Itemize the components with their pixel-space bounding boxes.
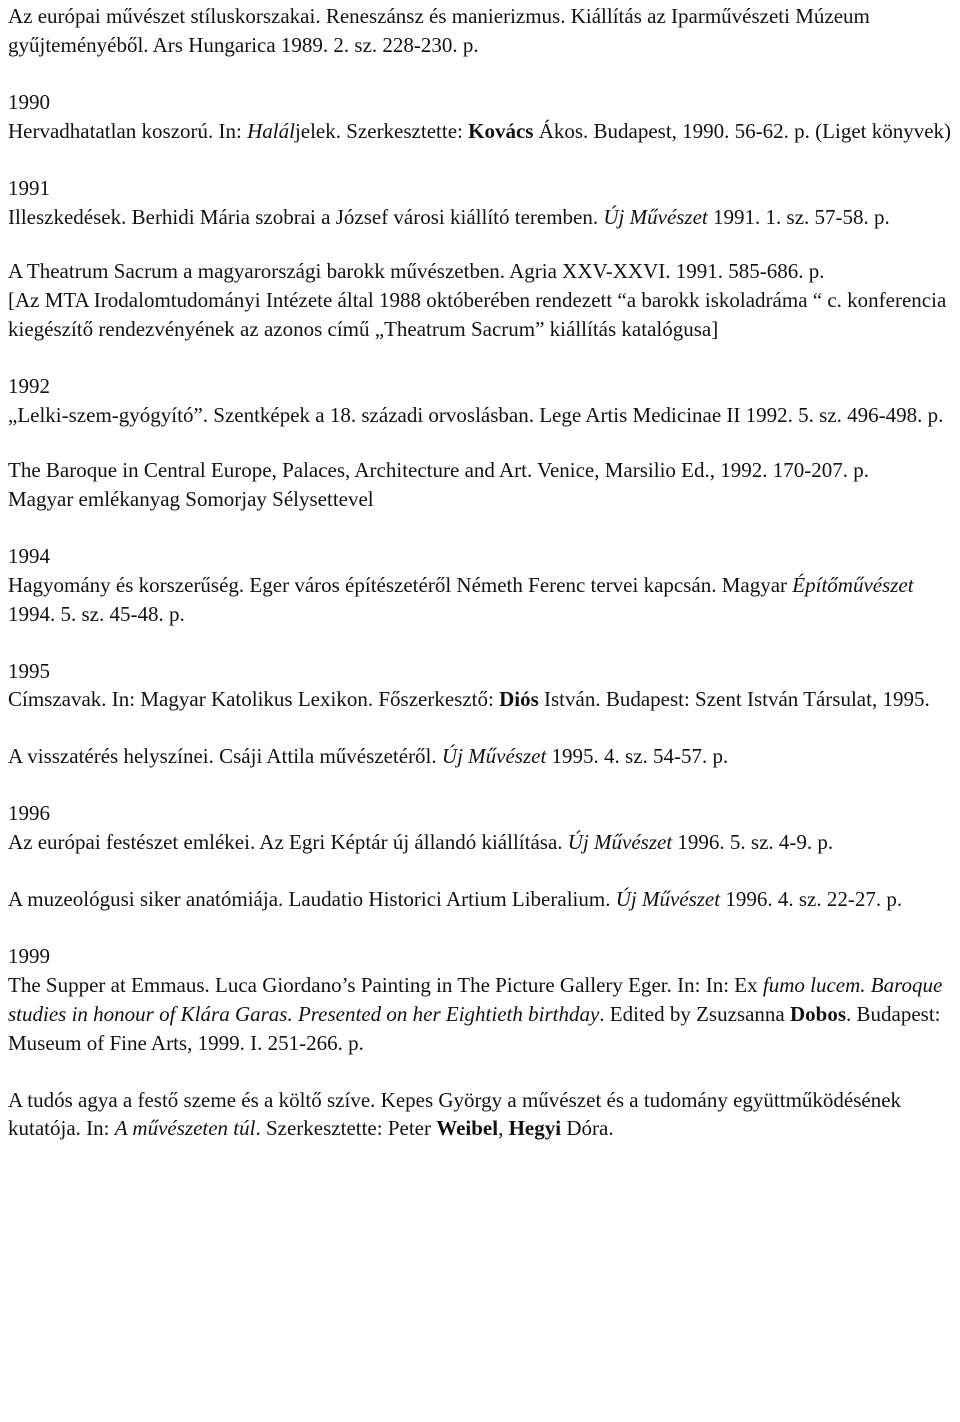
author-name: Hegyi <box>508 1116 562 1141</box>
author-name: Diós <box>499 687 539 712</box>
bibliography-entry <box>8 742 954 771</box>
entry-text: 1991. 1. sz. 57-58. p. <box>707 204 890 229</box>
book-title: A művészeten túl <box>114 1116 256 1141</box>
author-name: Dobos <box>789 1001 847 1026</box>
bibliography-entry <box>8 885 954 914</box>
bibliography-entry: [Az MTA Irodalomtudományi Intézete által 1988 októberében rendezett “a barokk iskoladráma “ c. konferencia kiegészítő rendezvényének az azonos című „Theatrum Sacrum” kiállítás katalógusa] <box>8 288 947 342</box>
entry-text: Illeszkedések. Berhidi Mária szobrai a József városi kiállító teremben. <box>8 204 604 229</box>
bibliography-entry <box>8 203 954 232</box>
year-heading-1999: 1999 <box>8 943 50 968</box>
entry-text: 1995. 4. sz. 54-57. p. <box>546 744 729 769</box>
year-heading-1992: 1992 <box>8 374 50 399</box>
entry-text: Hagyomány és korszerűség. Eger város építészetéről Németh Ferenc tervei kapcsán. Magyar <box>8 572 793 597</box>
journal-title: Új Művészet <box>615 887 721 912</box>
entry-text: Ákos. Budapest, 1990. 56-62. p. (Liget könyvek) <box>533 118 952 143</box>
bibliography-entry <box>8 571 954 629</box>
bibliography-entry <box>8 1086 954 1144</box>
entry-text: 1996. 5. sz. 4-9. p. <box>672 830 834 855</box>
journal-title: Új Művészet <box>567 830 673 855</box>
bibliography-entry <box>8 971 954 1058</box>
entry-text: The Supper at Emmaus. Luca Giordano’s Painting in The Picture Gallery Eger. In: In: Ex <box>8 972 763 997</box>
entry-text: 1996. 4. sz. 22-27. p. <box>720 887 903 912</box>
bibliography-entry <box>8 828 954 857</box>
bibliography-entry: A Theatrum Sacrum a magyarországi barokk művészetben. Agria XXV-XXVI. 1991. 585-686. p. <box>8 259 825 284</box>
author-name: Kovács <box>468 118 534 143</box>
year-heading-1996: 1996 <box>8 801 50 826</box>
entry-text: A tudós agya a festő szeme és a költő szíve. Kepes György a művészet és a tudomány együttműködésének kutatója. In: <box>8 1087 902 1141</box>
entry-text: 1994. 5. sz. 45-48. p. <box>8 601 185 626</box>
entry-text: . Szerkesztette: Peter <box>255 1116 437 1141</box>
year-heading-1994: 1994 <box>8 543 50 568</box>
journal-title: Építőművészet <box>792 572 914 597</box>
year-heading-1991: 1991 <box>8 175 50 200</box>
book-title: fumo lucem. Baroque studies in honour of Klára Garas. Presented on her Eightieth birthday <box>8 972 943 1026</box>
entry-text: Hervadhatatlan koszorú. In: <box>8 118 248 143</box>
entry-text: jelek. Szerkesztette: <box>294 118 469 143</box>
bibliography-page <box>8 2 954 1143</box>
entry-text: , <box>498 1116 509 1141</box>
entry-text: A muzeológusi siker anatómiája. Laudatio Historici Artium Liberalium. <box>8 887 616 912</box>
year-heading-1995: 1995 <box>8 658 50 683</box>
journal-title: Új Művészet <box>603 204 708 229</box>
year-heading-1990: 1990 <box>8 89 50 114</box>
entry-text: . Budapest: Museum of Fine Arts, 1999. I. 251-266. p. <box>8 1001 941 1055</box>
bibliography-entry: „Lelki-szem-gyógyító”. Szentképek a 18. századi orvoslásban. Lege Artis Medicinae II 1992. 5. sz. 496-498. p. <box>8 403 944 428</box>
entry-text: Címszavak. In: Magyar Katolikus Lexikon. Főszerkesztő: <box>8 687 500 712</box>
entry-text: Az európai festészet emlékei. Az Egri Képtár új állandó kiállítása. <box>8 830 568 855</box>
bibliography-entry: Magyar emlékanyag Somorjay Sélysettevel <box>8 486 374 511</box>
bibliography-entry <box>8 117 954 146</box>
entry-text: István. Budapest: Szent István Társulat, 1995. <box>538 687 930 712</box>
bibliography-entry: Az európai művészet stíluskorszakai. Reneszánsz és manierizmus. Kiállítás az Iparművészeti Múzeum gyűjteményéből. Ars Hungarica 1989. 2. sz. 228-230. p. <box>8 4 870 57</box>
bibliography-entry: The Baroque in Central Europe, Palaces, Architecture and Art. Venice, Marsilio Ed., 1992. 170-207. p. <box>8 457 869 482</box>
entry-text: . Edited by Zsuzsanna <box>599 1001 790 1026</box>
entry-text: A visszatérés helyszínei. Csáji Attila művészetéről. <box>8 744 442 769</box>
bibliography-entry <box>8 685 954 714</box>
entry-text: Dóra. <box>561 1116 614 1141</box>
journal-title: Új Művészet <box>441 744 547 769</box>
entry-italic: Halál <box>247 118 295 143</box>
author-name: Weibel <box>436 1116 499 1141</box>
